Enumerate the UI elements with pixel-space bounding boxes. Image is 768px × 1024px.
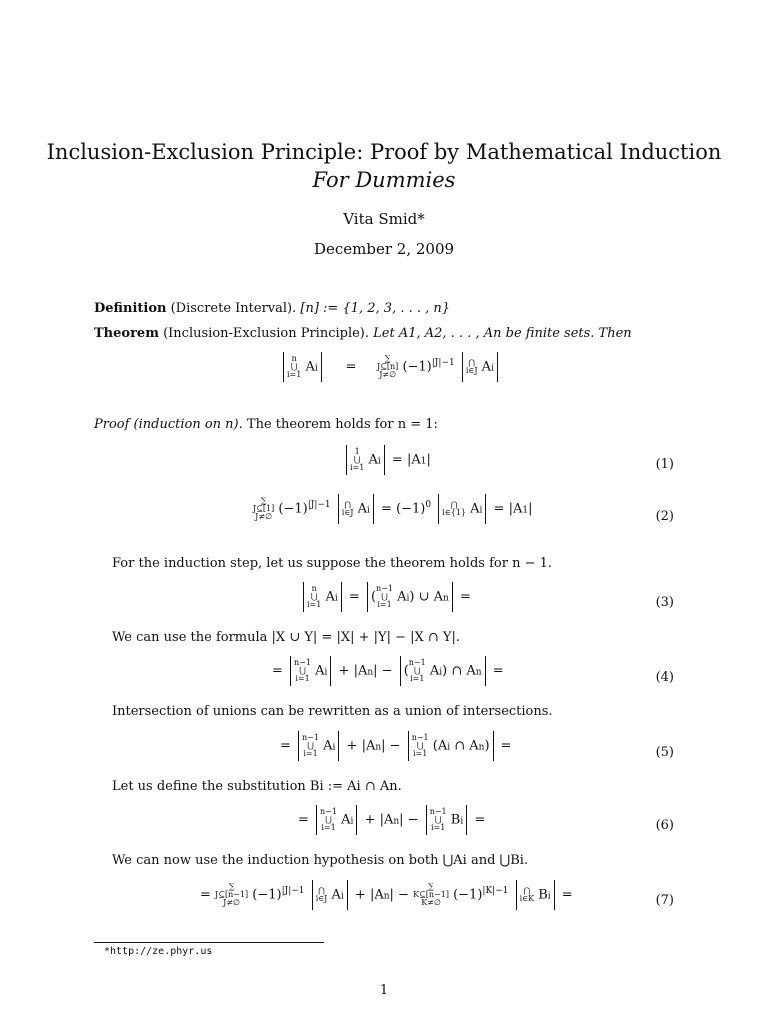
definition bbox=[94, 301, 450, 316]
proof-text: The theorem holds for n = 1: bbox=[246, 417, 438, 432]
substitution-text: Let us define the substitution Bi := Ai ∩ An. bbox=[112, 779, 402, 794]
paper-title: Inclusion-Exclusion Principle: Proof by Mathematical Induction bbox=[46, 140, 722, 164]
rewrite-text: Intersection of unions can be rewritten as a union of intersections. bbox=[112, 704, 553, 719]
date: December 2, 2009 bbox=[313, 240, 455, 258]
author: Vita Smid* bbox=[343, 210, 425, 228]
hypothesis-text: We can now use the induction hypothesis on both ⋃Ai and ⋃Bi. bbox=[112, 853, 529, 868]
definition-label: Definition bbox=[94, 301, 167, 316]
theorem-label: Theorem bbox=[94, 326, 159, 341]
footnote-link[interactable]: *http://ze.phyr.us bbox=[104, 946, 213, 957]
equation-5: = n−1 ⋃ i=1 Ai + |An| − n−1 ⋃ i=1 (Ai ∩ An) = bbox=[280, 731, 512, 761]
equation-number-5: (5) bbox=[655, 745, 674, 760]
page-number: 1 bbox=[379, 983, 389, 998]
definition-name: (Discrete Interval). bbox=[170, 301, 297, 316]
theorem-equation: n ⋃ i=1 Ai = ∑ J⊆[n] J≠∅ $(-1)^{|J|-1}$ ⋂ i∈J Ai bbox=[280, 352, 501, 382]
equation-number-4: (4) bbox=[655, 670, 674, 685]
proof-label: Proof (induction on n). bbox=[94, 417, 243, 432]
equation-number-7: (7) bbox=[655, 893, 674, 908]
equation-6: = n−1 ⋃ i=1 Ai + |An| − n−1 ⋃ i=1 Bi = bbox=[298, 805, 485, 835]
equation-4: = n−1 ⋃ i=1 Ai + |An| − ( n−1 ⋃ i=1 Ai) ∩ An = bbox=[272, 656, 504, 686]
definition-text: [n] := {1, 2, 3, . . . , n} bbox=[300, 301, 451, 316]
equation-number-6: (6) bbox=[655, 818, 674, 833]
theorem-text: Let A1, A2, . . . , An be finite sets. Then bbox=[373, 326, 632, 341]
theorem-name: (Inclusion-Exclusion Principle). bbox=[163, 326, 370, 341]
equation-3: n ⋃ i=1 Ai = ( n−1 ⋃ i=1 Ai) ∪ An = bbox=[300, 582, 471, 612]
equation-2: ∑ J⊆[1] J≠∅ $(-1)^{|J|-1}$ ⋂ i∈J $Ai = (-1)^0$ ⋂ i∈{1} Ai = |A1| bbox=[253, 494, 532, 524]
equation-7: = ∑ J⊆[n−1] J≠∅ $(-1)^{|J|-1}$ ⋂ i∈J Ai + |An| − ∑ K⊆[n−1] K≠∅ $(-1)^{|K|-1}$ ⋂ i∈K Bi = bbox=[200, 880, 573, 910]
footnote-rule bbox=[94, 942, 324, 943]
paper-subtitle: For Dummies bbox=[312, 168, 456, 192]
equation-number-1: (1) bbox=[655, 457, 674, 472]
formula-text: We can use the formula |X ∪ Y| = |X| + |Y| − |X ∩ Y|. bbox=[112, 630, 461, 645]
induction-step-text: For the induction step, let us suppose the theorem holds for n − 1. bbox=[112, 556, 553, 571]
equation-1: 1 ⋃ i=1 Ai = |A1| bbox=[343, 445, 431, 475]
equation-number-2: (2) bbox=[655, 509, 674, 524]
proof-intro bbox=[94, 417, 438, 432]
theorem bbox=[94, 326, 632, 341]
equation-number-3: (3) bbox=[655, 595, 674, 610]
